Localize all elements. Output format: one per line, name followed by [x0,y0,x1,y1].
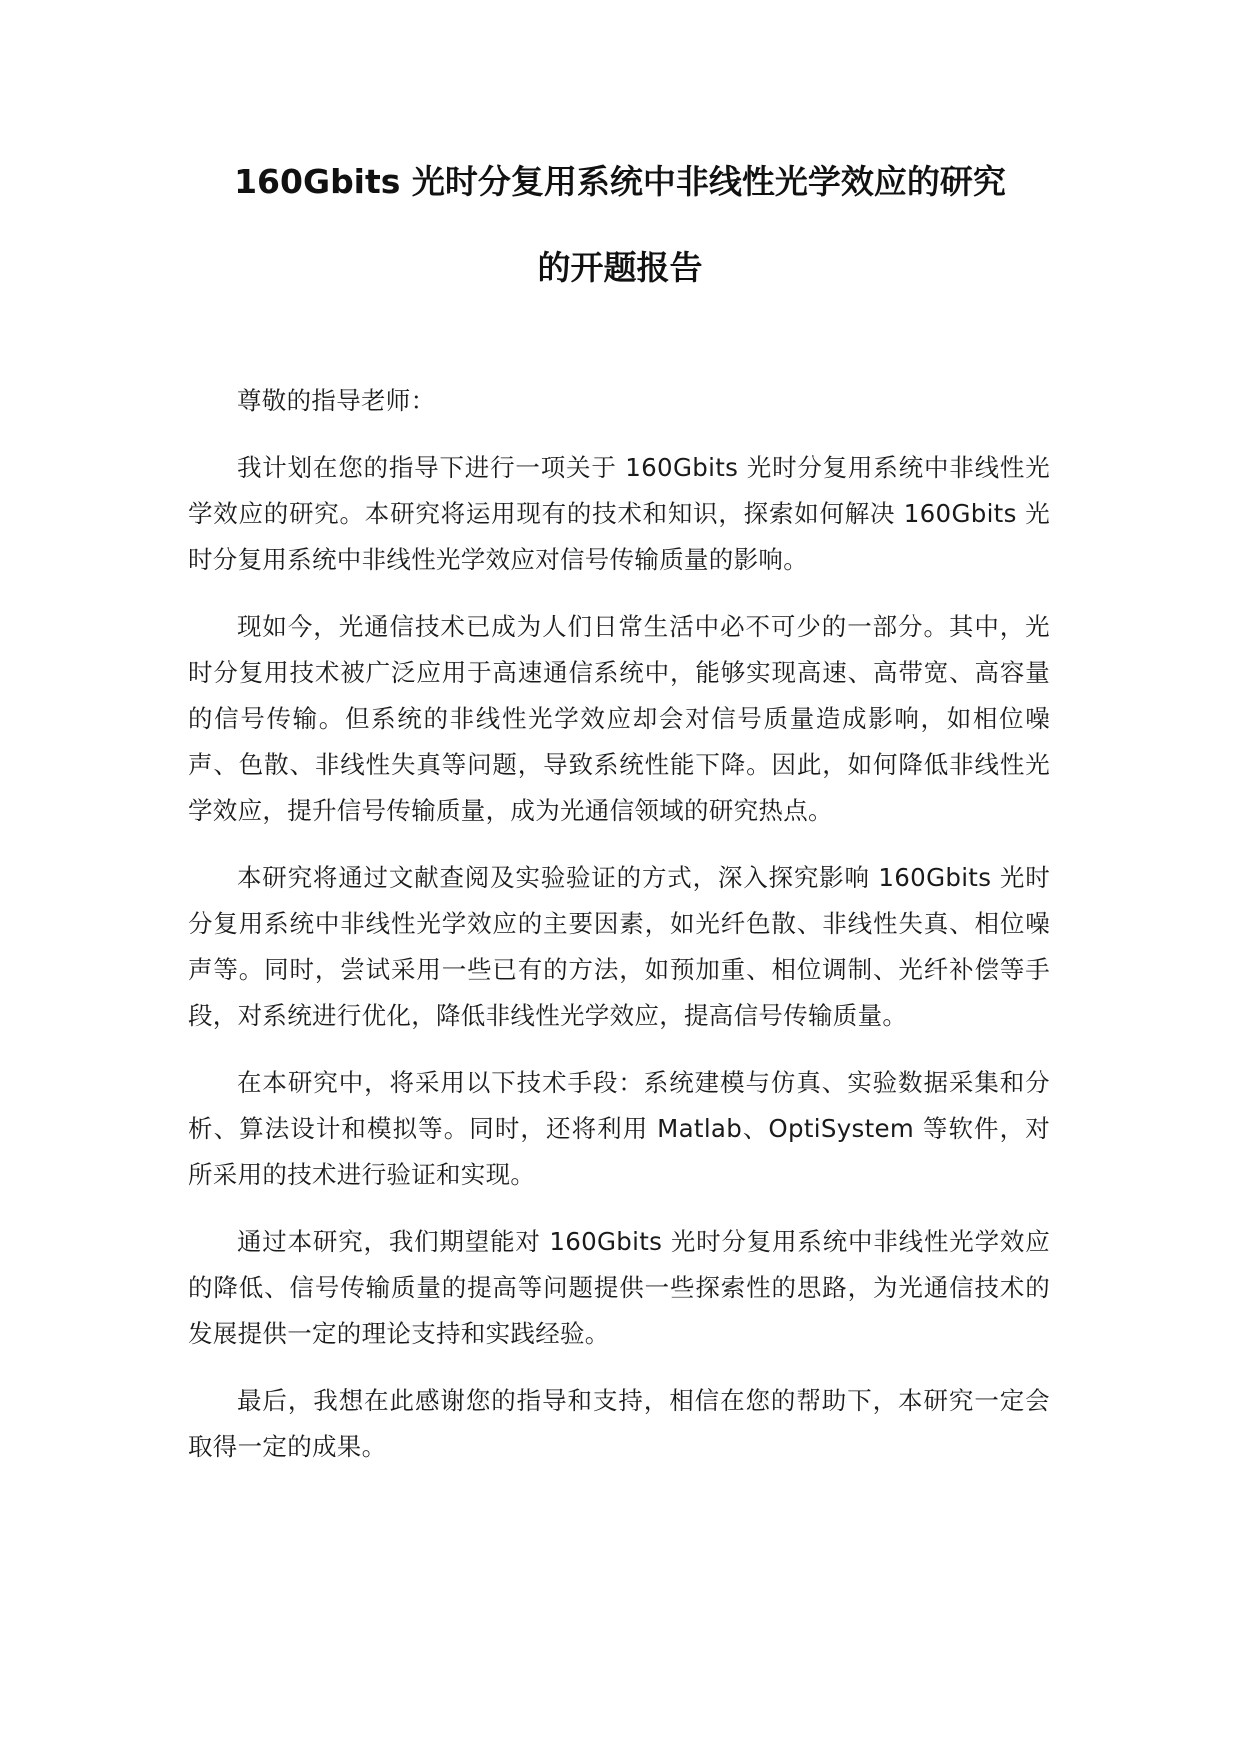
title-line-1: 160Gbits 光时分复用系统中非线性光学效应的研究 [234,162,1006,201]
document-title [170,160,1070,290]
body-paragraph-6: 最后，我想在此感谢您的指导和支持，相信在您的帮助下，本研究一定会取得一定的成果。 [188,1386,1050,1461]
body-paragraph-2: 现如今，光通信技术已成为人们日常生活中必不可少的一部分。其中，光时分复用技术被广泛应用于高速通信系统中，能够实现高速、高带宽、高容量的信号传输。但系统的非线性光学效应却会对信号质量造成影响，如相位噪声、色散、非线性失真等问题，导致系统性能下降。因此，如何降低非线性光学效应，提升信号传输质量，成为光通信领域的研究热点。 [188,612,1050,825]
body-paragraph-4: 在本研究中，将采用以下技术手段：系统建模与仿真、实验数据采集和分析、算法设计和模拟等。同时，还将利用 Matlab、OptiSystem 等软件，对所采用的技术进行验证和实现。 [188,1068,1050,1189]
document-body [188,378,1050,1491]
title-line-2: 的开题报告 [537,248,703,287]
body-paragraph-3: 本研究将通过文献查阅及实验验证的方式，深入探究影响 160Gbits 光时分复用系统中非线性光学效应的主要因素，如光纤色散、非线性失真、相位噪声等。同时，尝试采用一些已有的方法，如预加重、相位调制、光纤补偿等手段，对系统进行优化，降低非线性光学效应，提高信号传输质量。 [188,863,1050,1030]
greeting-paragraph: 尊敬的指导老师： [237,386,436,415]
body-paragraph-5: 通过本研究，我们期望能对 160Gbits 光时分复用系统中非线性光学效应的降低、信号传输质量的提高等问题提供一些探索性的思路，为光通信技术的发展提供一定的理论支持和实践经验。 [188,1227,1050,1348]
body-paragraph-1: 我计划在您的指导下进行一项关于 160Gbits 光时分复用系统中非线性光学效应的研究。本研究将运用现有的技术和知识，探索如何解决 160Gbits 光时分复用系统中非线性光学效应对信号传输质量的影响。 [188,453,1050,574]
